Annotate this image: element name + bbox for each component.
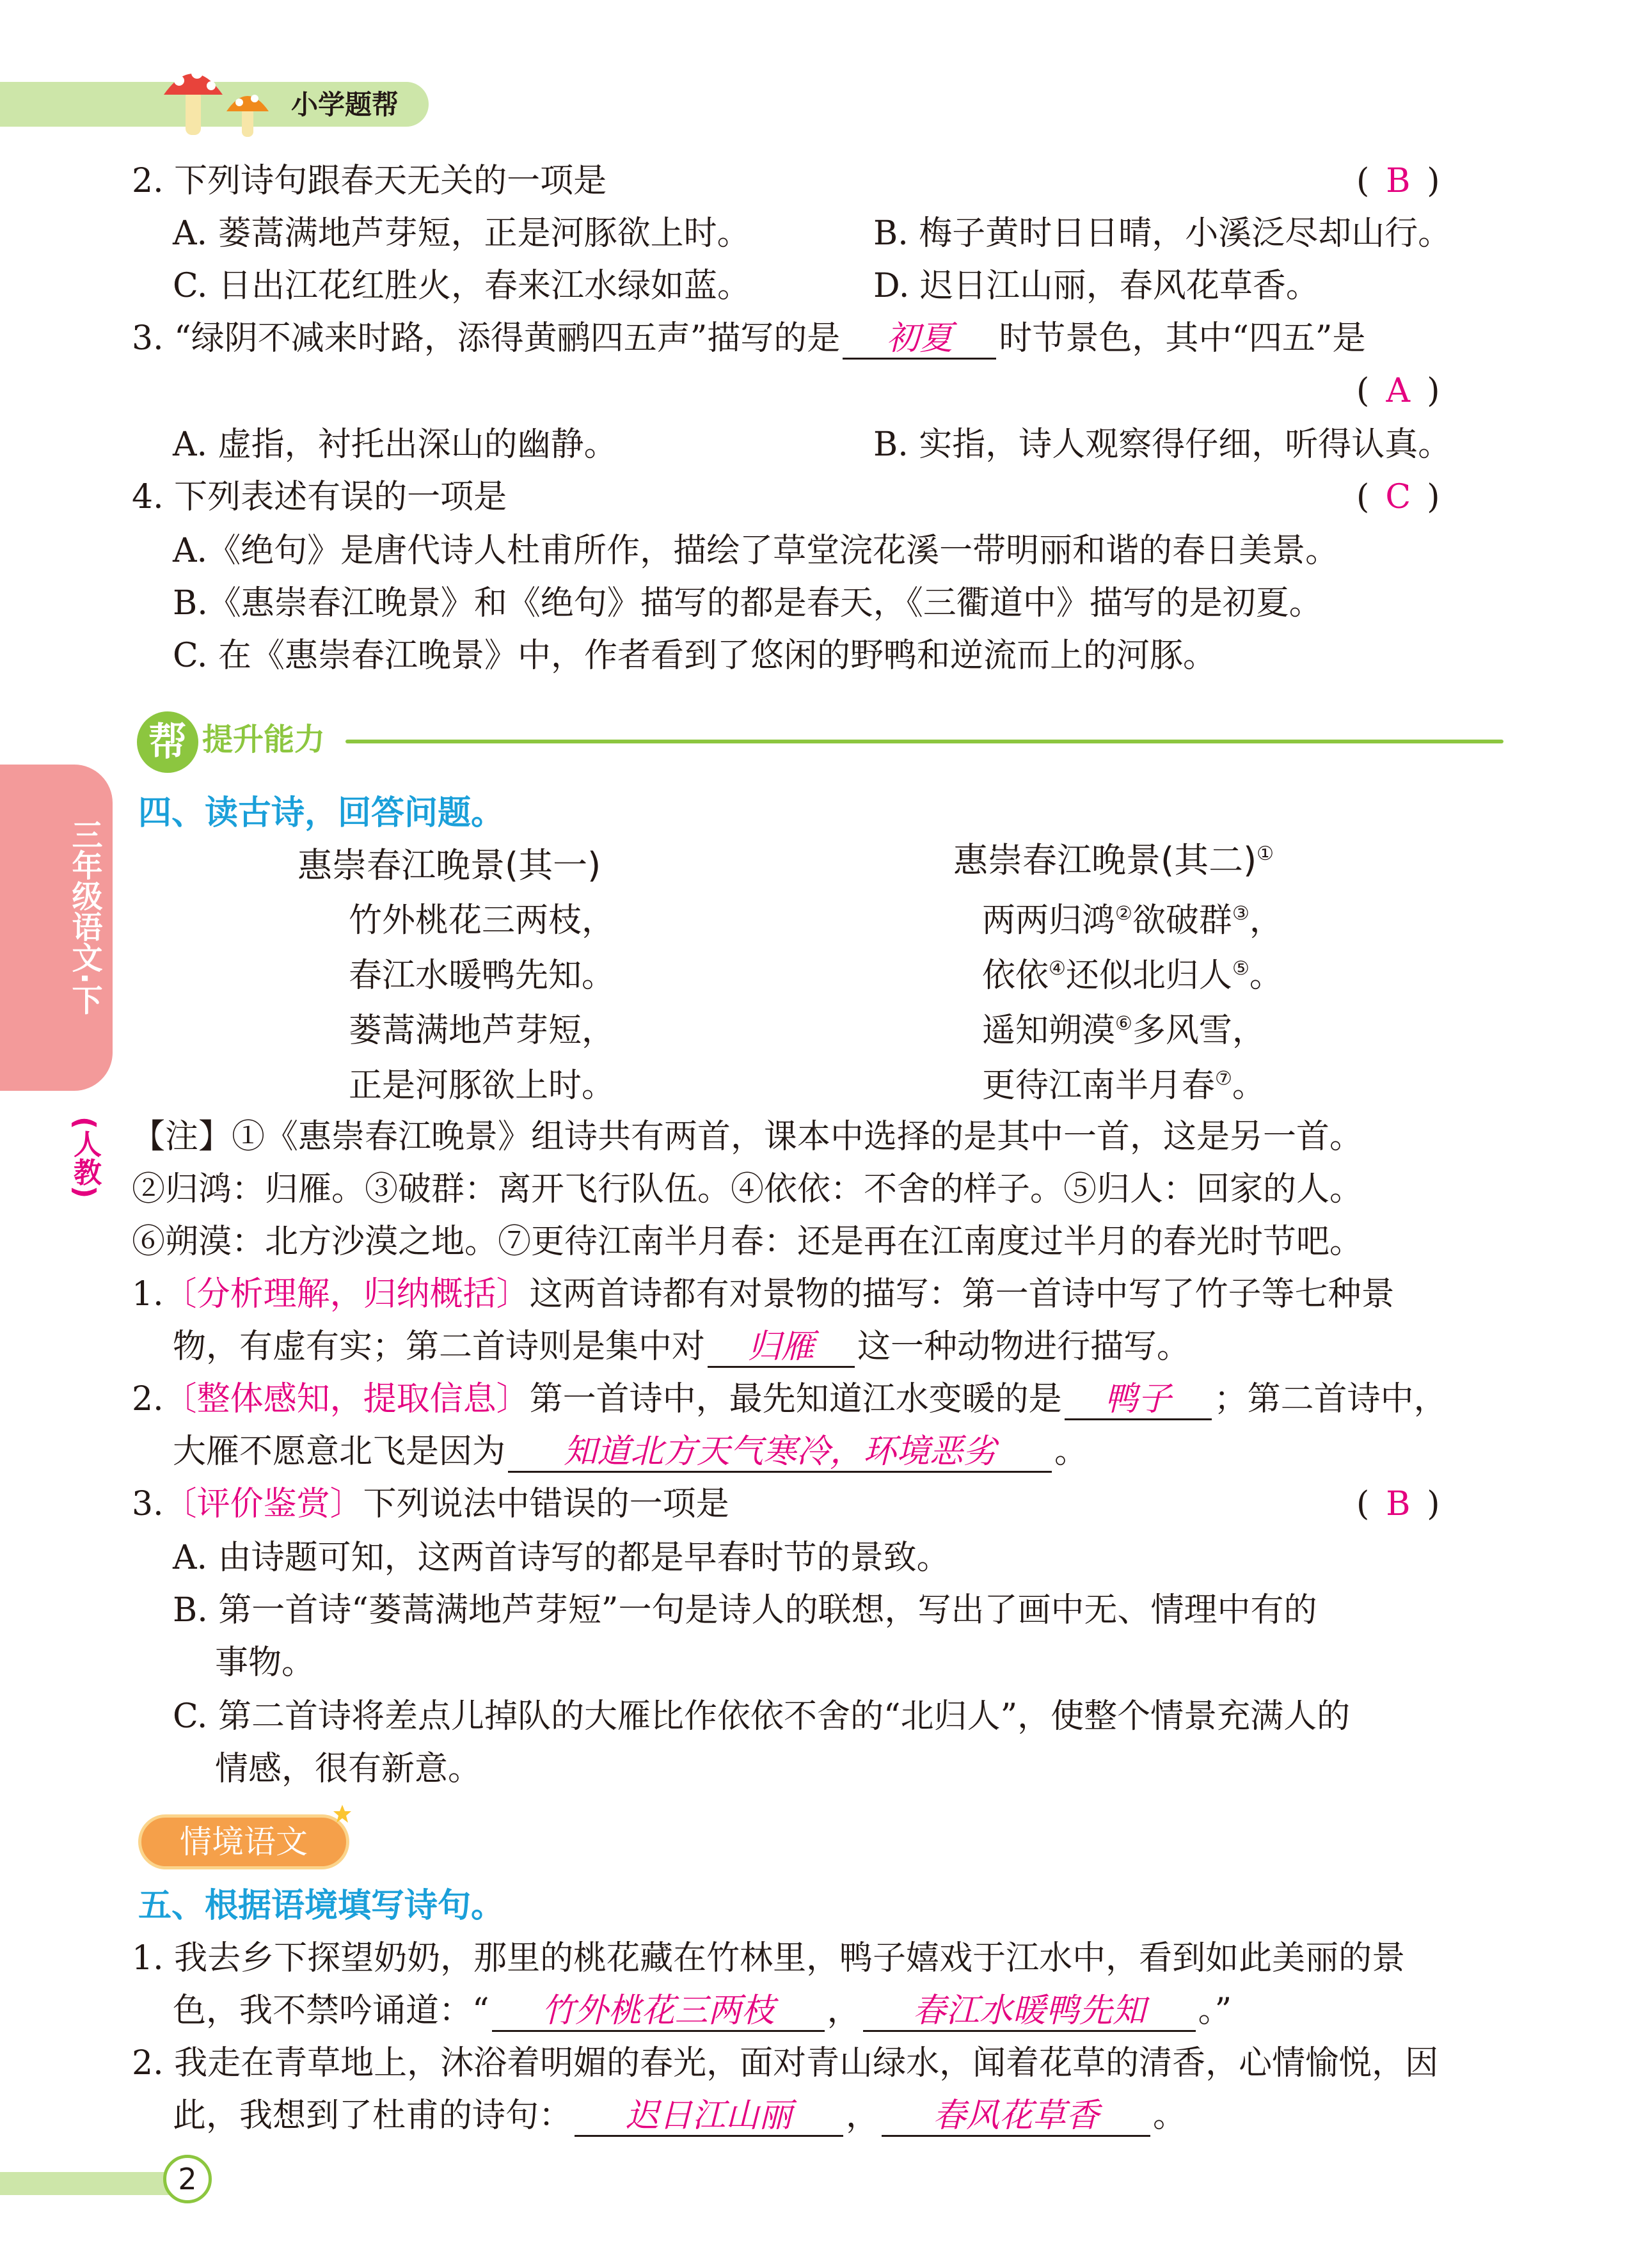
page-number: 2 [163, 2155, 212, 2203]
poem2-title [953, 833, 1274, 888]
q4-option-a: A.《绝句》是唐代诗人杜甫所作，描绘了草堂浣花溪一带明丽和谐的春日美景。 [173, 532, 1339, 570]
p5-q2-line-2 [173, 2093, 1186, 2138]
p5-q2-text2-pre: 此，我想到了杜甫的诗句： [173, 2097, 573, 2135]
p4-q2-text1-pre: 第一首诗中，最先知道江水变暖的是 [529, 1380, 1062, 1418]
p5-q2-line-1: 2. 我走在青草地上，沐浴着明媚的春光，面对青山绿水，闻着花草的清香，心情愉悦，因 [132, 2044, 1439, 2082]
q3-stem-pre: 3. “绿阴不减来时路，添得黄鹂四五声”描写的是 [132, 319, 841, 358]
poem2-line-1-c: ， [1249, 901, 1283, 940]
p4-q3-tag: 〔评价鉴赏〕 [163, 1485, 363, 1523]
q2-stem: 2. 下列诗句跟春天无关的一项是 [132, 162, 607, 200]
poem2-line-2-c: 。 [1249, 956, 1283, 995]
p4-q2-text2-post: 。 [1054, 1432, 1088, 1471]
p4-q3-option-a: A. 由诗题可知，这两首诗写的都是早春时节的景致。 [173, 1539, 950, 1577]
p4-q3-option-b-2: 事物。 [215, 1644, 315, 1682]
side-tab-grade: 三年级语文·下 [67, 819, 102, 1015]
q3-answer: A [1386, 372, 1411, 410]
poem2-line-1-b: 欲破群 [1132, 901, 1232, 940]
p5-q1-text2-post: 。” [1198, 1992, 1232, 2030]
poem2-line-1-a: 两两归鸿 [982, 901, 1116, 940]
p4-q1-line-2 [173, 1324, 1190, 1369]
poem2-title-text: 惠崇春江晚景(其二) [953, 840, 1257, 880]
q4-stem: 4. 下列表述有误的一项是 [132, 478, 507, 516]
p5-q1-blank2: 春江水暖鸭先知 [863, 1992, 1196, 2032]
p4-q2-text1-post: ；第二首诗中， [1214, 1380, 1447, 1418]
part5-title: 五、根据语境填写诗句。 [138, 1887, 505, 1925]
improve-badge: 帮 [137, 711, 198, 773]
poem1-line-4: 正是河豚欲上时。 [349, 1067, 615, 1105]
context-label: 情境语文 [180, 1823, 308, 1860]
side-tab-edition: (人教) [68, 1116, 101, 1199]
star-icon [333, 1804, 352, 1823]
poem2-line-4-b: 。 [1232, 1067, 1265, 1105]
poem2-note-7: ⑦ [1215, 1067, 1232, 1090]
poem2-note-3: ③ [1232, 902, 1249, 925]
p4-q1-text2-pre: 物，有虚有实；第二首诗则是集中对 [173, 1328, 706, 1366]
p4-q1-text2-post: 这一种动物进行描写。 [857, 1328, 1191, 1366]
poem2-line-1 [982, 893, 1283, 948]
poem2-note-5: ⑤ [1232, 957, 1249, 980]
poem1-line-3: 蒌蒿满地芦芽短， [349, 1011, 615, 1050]
poem2-line-4-a: 更待江南半月春 [982, 1067, 1216, 1105]
poem2-line-2 [982, 948, 1283, 1003]
p4-q2-text2-pre: 大雁不愿意北飞是因为 [173, 1432, 506, 1471]
q4-option-b: B.《惠崇春江晚景》和《绝句》描写的都是春天，《三衢道中》描写的是初夏。 [173, 584, 1322, 623]
p4-q3-line [132, 1482, 729, 1527]
p5-q1-line-1: 1. 我去乡下探望奶奶，那里的桃花藏在竹林里，鸭子嬉戏于江水中，看到如此美丽的景 [132, 1939, 1406, 1978]
p4-q3-answer: B [1386, 1485, 1411, 1523]
notes-line-2: ②归鸿：归雁。③破群：离开飞行队伍。④依依：不舍的样子。⑤归人：回家的人。 [132, 1170, 1363, 1209]
poem2-line-2-b: 还似北归人 [1065, 956, 1232, 995]
p4-q2-tag: 〔整体感知，提取信息〕 [163, 1380, 530, 1418]
p4-q1-text1: 这两首诗都有对景物的描写：第一首诗中写了竹子等七种景 [529, 1275, 1395, 1313]
poem2-title-note: ① [1257, 843, 1274, 865]
p5-q1-line-2 [173, 1988, 1232, 2033]
poem2-line-4 [982, 1058, 1265, 1113]
poem1-line-1: 竹外桃花三两枝， [349, 901, 615, 940]
part4-title: 四、读古诗，回答问题。 [138, 794, 505, 832]
p5-q2-blank2: 春风花草香 [882, 2097, 1150, 2137]
p4-q1-tag: 〔分析理解，归纳概括〕 [163, 1275, 530, 1313]
q4-option-c: C. 在《惠崇春江晚景》中，作者看到了悠闲的野鸭和逆流而上的河豚。 [173, 637, 1216, 675]
notes-line-3: ⑥朔漠：北方沙漠之地。⑦更待江南半月春：还是再在江南度过半月的春光时节吧。 [132, 1223, 1363, 1261]
q3-stem-post: 时节景色，其中“四五”是 [999, 319, 1366, 358]
p4-q3-num: 3. [132, 1485, 164, 1523]
poem2-line-3-a: 遥知朔漠 [982, 1011, 1116, 1050]
p4-q3-option-c-2: 情感，很有新意。 [215, 1750, 482, 1788]
poem2-line-2-a: 依依 [982, 956, 1049, 995]
q2-option-a: A. 蒌蒿满地芦芽短，正是河豚欲上时。 [173, 214, 750, 253]
poem2-note-6: ⑥ [1115, 1012, 1132, 1035]
q4-answer: C [1385, 478, 1411, 516]
q3-answer-box: ( A ) [1356, 369, 1440, 413]
improve-label: 提升能力 [202, 722, 326, 757]
p5-q1-blank1: 竹外桃花三两枝 [492, 1992, 825, 2032]
p4-q1-num: 1. [132, 1275, 164, 1313]
p5-q1-text2-pre: 色，我不禁吟诵道：“ [173, 1992, 489, 2030]
q3-blank: 初夏 [843, 319, 996, 360]
p4-q2-num: 2. [132, 1380, 164, 1418]
p4-q2-blank1: 鸭子 [1065, 1380, 1212, 1420]
q3-stem [132, 316, 1365, 361]
q4-answer-box: ( C ) [1356, 475, 1440, 519]
p5-q2-sep: ， [846, 2097, 880, 2135]
poem1-title: 惠崇春江晚景(其一) [297, 845, 601, 885]
footer-bar [0, 2172, 186, 2195]
p4-q3-text: 下列说法中错误的一项是 [363, 1485, 729, 1523]
poem2-line-3-b: 多风雪， [1132, 1011, 1265, 1050]
p4-q1-line-1 [132, 1272, 1395, 1317]
notes-line-1: 【注】①《惠崇春江晚景》组诗共有两首，课本中选择的是其中一首，这是另一首。 [132, 1118, 1363, 1156]
p4-q2-line-1 [132, 1377, 1447, 1422]
poem2-line-3 [982, 1003, 1265, 1058]
p4-q2-blank2: 知道北方天气寒冷，环境恶劣 [508, 1432, 1052, 1473]
p4-q3-option-b-1: B. 第一首诗“蒌蒿满地芦芽短”一句是诗人的联想，写出了画中无、情理中有的 [173, 1591, 1317, 1630]
p4-q3-option-c-1: C. 第二首诗将差点儿掉队的大雁比作依依不舍的“北归人”，使整个情景充满人的 [173, 1697, 1351, 1736]
q2-answer-box: ( B ) [1356, 159, 1440, 203]
q2-answer: B [1386, 162, 1411, 200]
improve-rule [345, 740, 1503, 743]
p5-q2-blank1: 迟日江山丽 [575, 2097, 843, 2137]
p4-q3-answer-box: ( B ) [1356, 1482, 1440, 1527]
q2-option-b: B. 梅子黄时日日晴，小溪泛尽却山行。 [873, 214, 1452, 253]
q2-option-c: C. 日出江花红胜火，春来江水绿如蓝。 [173, 267, 750, 305]
p4-q2-line-2 [173, 1429, 1088, 1474]
q2-option-d: D. 迟日江山丽，春风花草香。 [873, 267, 1319, 305]
p4-q1-blank: 归雁 [708, 1328, 855, 1368]
p5-q1-sep: ， [827, 1992, 861, 2030]
brand-label: 小学题帮 [291, 89, 399, 120]
poem1-line-2: 春江水暖鸭先知。 [349, 956, 615, 995]
q3-option-a: A. 虚指，衬托出深山的幽静。 [173, 425, 617, 464]
mushroom-logo-icon [160, 55, 275, 145]
q3-option-b: B. 实指，诗人观察得仔细，听得认真。 [873, 425, 1452, 464]
p5-q2-text2-post: 。 [1153, 2097, 1187, 2135]
poem2-note-2: ② [1115, 902, 1132, 925]
poem2-note-4: ④ [1049, 957, 1066, 980]
